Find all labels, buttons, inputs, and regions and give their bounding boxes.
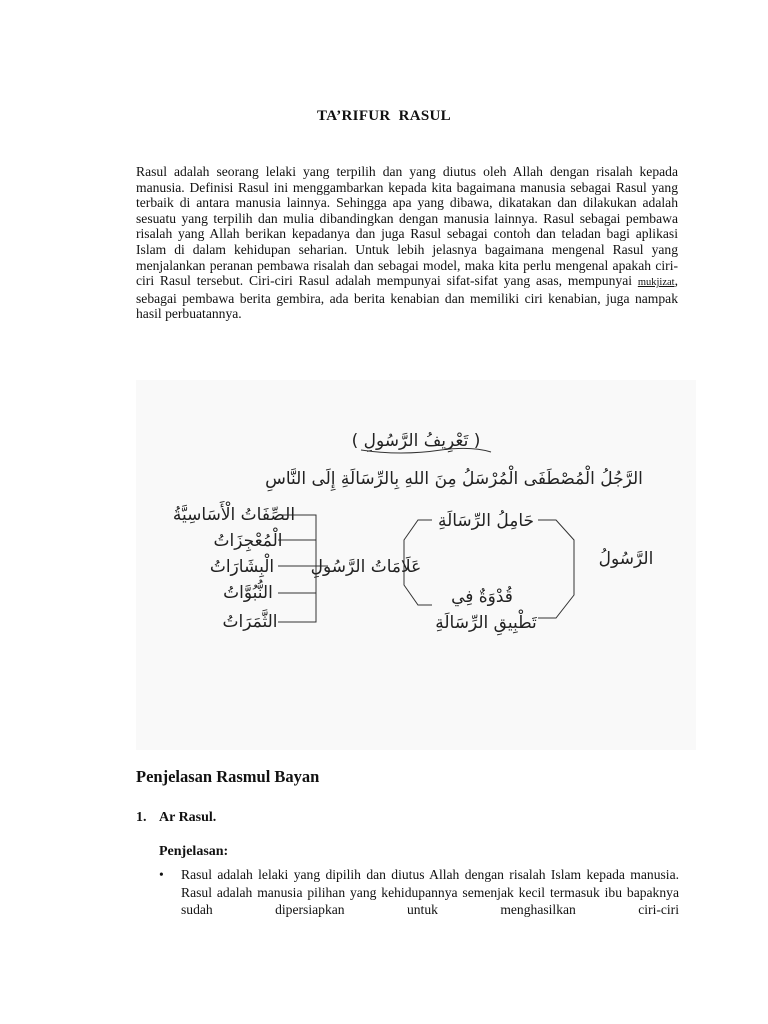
diagram-item-4: النُّبُوَّاتُ [223,583,273,603]
rasmul-bayan-diagram [136,380,696,750]
diagram-item-5: الثَّمَرَاتُ [222,612,278,632]
intro-text: Rasul adalah seorang lelaki yang terpilih dan yang diutus oleh Allah dengan risalah kepada manusia. Definisi Rasul ini menggambarkan kepada kita bagaimana manusia sebagai Rasul yang terbaik di antara manusia lainnya. Sehingga apa yang dibawa, dikatakan dan dilakukan adalah sesuatu yang terpilih dan mulia dibandingkan dengan manusia lainnya. Rasul sebagai pembawa risalah yang Allah berikan kepadanya dan juga Rasul sebagai contoh dan teladan bagi aplikasi Islam di dalam kehidupan seharian. Untuk lebih jelasnya bagaimana mengenal Rasul yang menjalankan peranan pembawa risalah dan sebagai model, maka kita perlu mengenal apakah ciri-ciri Rasul tersebut. Ciri-ciri Rasul adalah mempunyai sifat-sifat yang asas, mempunyai [136,164,678,289]
diagram-hamil: حَامِلُ الرِّسَالَةِ [437,511,535,531]
diagram-qudwah-1: قُدْوَةٌ فِي [451,587,513,607]
diagram-alamat: عَلَامَاتُ الرَّسُولِ [310,557,422,577]
right-bracket-line [538,520,574,618]
section-heading: Penjelasan Rasmul Bayan [136,767,320,786]
page-title: TA’RIFUR RASUL [317,108,451,124]
diagram-item-3: الْبِشَارَاتُ [209,557,275,577]
diagram-rasul: الرَّسُولُ [598,549,654,569]
diagram-item-1: الصِّفَاتُ الْأَسَاسِيَّةُ [172,505,296,525]
bullet-marker: • [159,867,164,882]
diagram-svg [136,380,696,750]
diagram-definition: الرَّجُلُ الْمُصْطَفَى الْمُرْسَلُ مِنَ اللهِ بِالرِّسَالَةِ إِلَى النَّاسِ [265,469,643,489]
explanation-label: Penjelasan: [159,844,229,859]
diagram-item-2: الْمُعْجِزَاتُ [213,531,283,551]
diagram-qudwah-2: تَطْبِيقِ الرِّسَالَةِ [435,613,537,633]
mukjizat-term: mukjizat [637,277,675,289]
diagram-title: ( تَعْرِيفُ الرَّسُولِ ) [351,431,481,451]
list-item-title: Ar Rasul. [159,810,217,825]
bullet-text: Rasul adalah lelaki yang dipilih dan diutus Allah dengan risalah Islam kepada manusia. Rasul adalah manusia pilihan yang kehidupannya semenjak kecil termasuk ibu bapaknya sudah dipersiapkan untuk menghasilkan ciri-ciri [181,867,679,917]
list-number: 1. [136,810,147,825]
intro-text-end: , sebagai pembawa berita gembira, ada berita kenabian dan memiliki ciri kenabian, juga nampak hasil perbuatannya. [136,273,678,322]
intro-paragraph [136,164,678,322]
